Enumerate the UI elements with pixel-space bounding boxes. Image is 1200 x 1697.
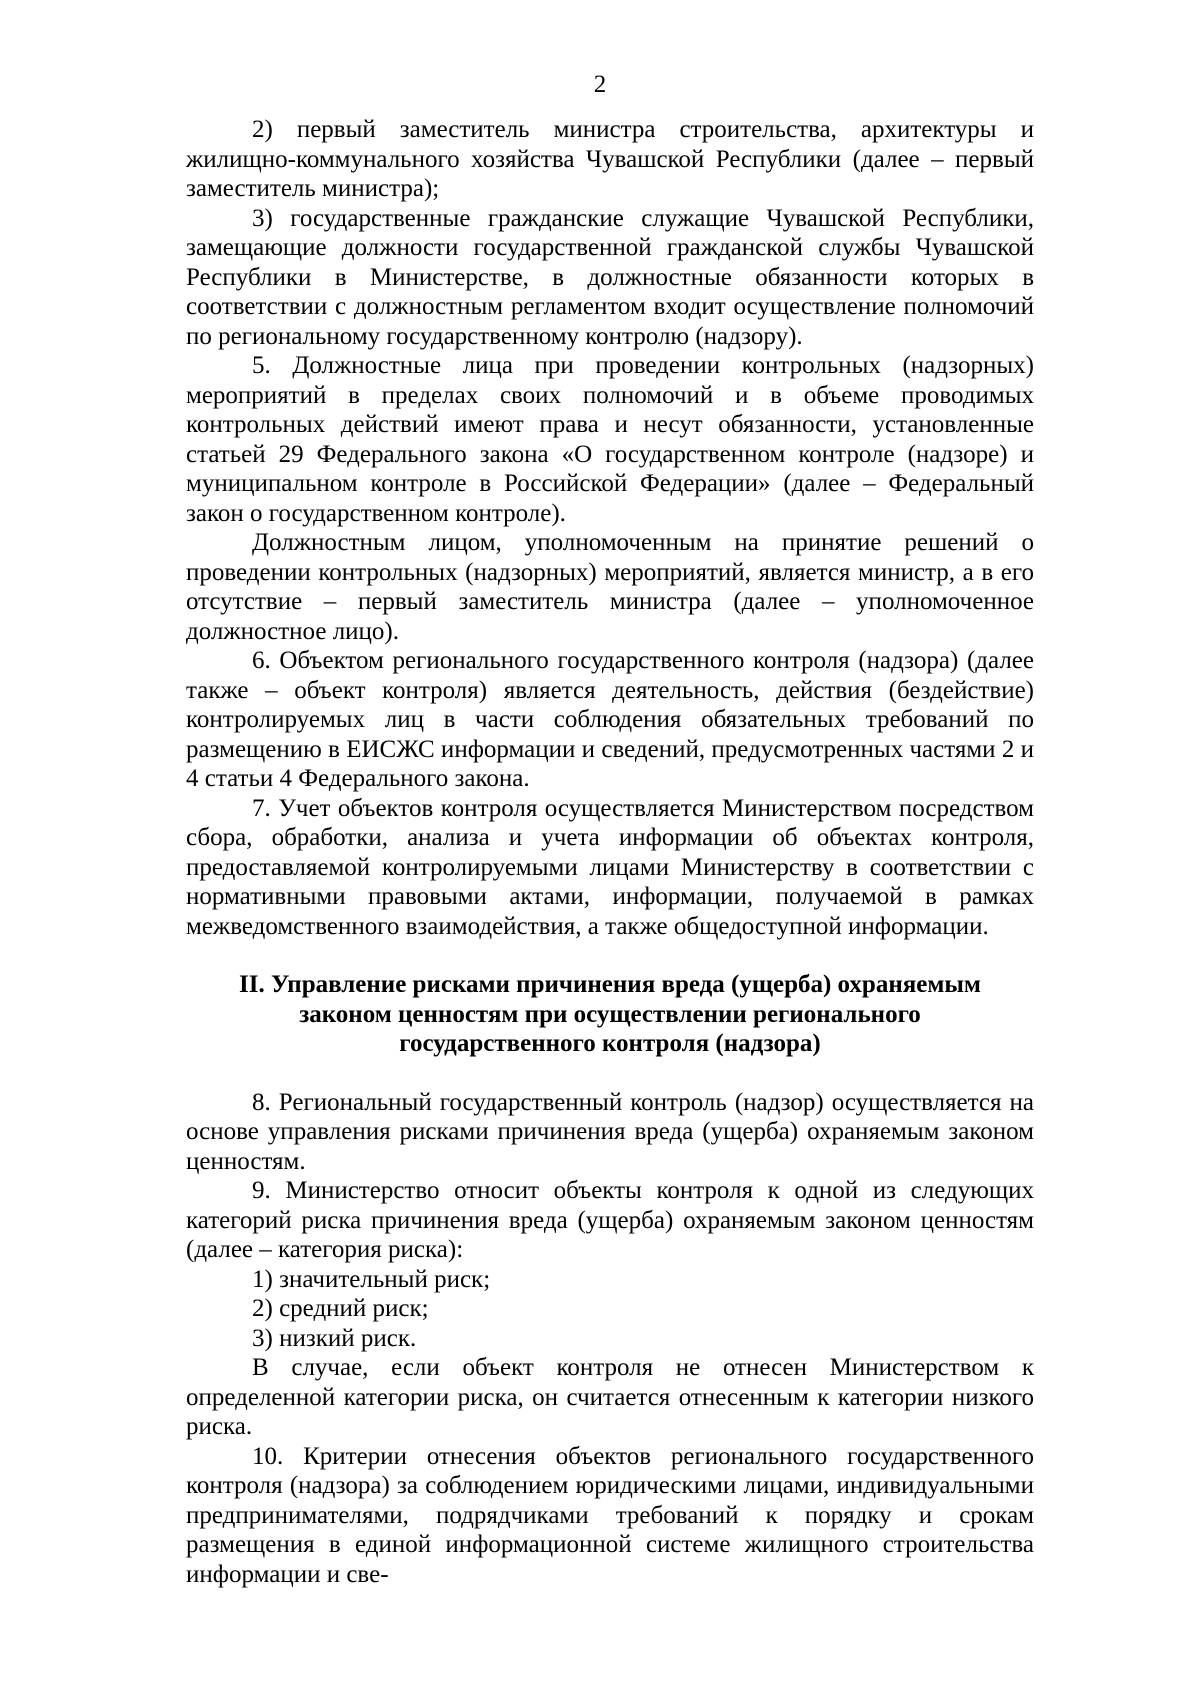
section-heading-line: законом ценностям при осуществлении регионального <box>299 1000 921 1028</box>
section-heading-ii <box>186 970 1034 1059</box>
list-item-significant-risk: 1) значительный риск; <box>252 1265 491 1293</box>
paragraph-item-3-civil-servants: 3) государственные гражданские служащие Чувашской Республики, замещающие должности государственной гражданской службы Чувашской Республики в Министерстве, в должностные обязанности которых в соответствии с должностным регламентом входит осуществление полномочий по региональному государственному контролю (надзору). <box>186 204 1034 350</box>
paragraph-9-risk-categories: 9. Министерство относит объекты контроля к одной из следующих категорий риска причинения вреда (ущерба) охраняемым законом ценностям (далее – категория риска): <box>186 1177 1034 1263</box>
document-body <box>186 115 1034 1589</box>
section-heading-line: II. Управление рисками причинения вреда (ущерба) охраняемым <box>239 971 981 998</box>
paragraph-item-2-first-deputy: 2) первый заместитель министра строительства, архитектуры и жилищно-коммунального хозяйства Чувашской Республики (далее – первый заместитель министра); <box>186 116 1034 202</box>
paragraph-7-object-accounting: 7. Учет объектов контроля осуществляется Министерством посредством сбора, обработки, анализа и учета информации об объектах контроля, предоставляемой контролируемыми лицами Министерству в соответствии с нормативными правовыми актами, информации, получаемой в рамках межведомственного взаимодействия, а также общедоступной информации. <box>186 794 1034 940</box>
list-item-low-risk: 3) низкий риск. <box>252 1324 417 1352</box>
paragraph-8-risk-management: 8. Региональный государственный контроль (надзор) осуществляется на основе управления рисками причинения вреда (ущерба) охраняемым законом ценностям. <box>186 1088 1034 1175</box>
paragraph-6-control-object: 6. Объектом регионального государственного контроля (надзора) (далее также – объект контроля) является деятельность, действия (бездействие) контролируемых лиц в части соблюдения обязательных требований по размещению в ЕИСЖС информации и сведений, предусмотренных частями 2 и 4 статьи 4 Федерального закона. <box>186 647 1034 792</box>
paragraph-5-officials-rights: 5. Должностные лица при проведении контрольных (надзорных) мероприятий в пределах своих полномочий и в объеме проводимых контрольных действий имеют права и несут обязанности, установленные статьей 29 Федерального закона «О государственном контроле (надзоре) и муниципальном контроле в Российской Федерации» (далее – Федеральный закон о государственном контроле). <box>186 352 1034 527</box>
page-number: 2 <box>593 71 607 98</box>
paragraph-default-low-risk: В случае, если объект контроля не отнесен Министерством к определенной категории риска, он считается отнесенным к категории низкого риска. <box>186 1354 1034 1440</box>
paragraph-authorized-official: Должностным лицом, уполномоченным на принятие решений о проведении контрольных (надзорных) мероприятий, является министр, а в его отсутствие – первый заместитель министра (далее – уполномоченное должностное лицо). <box>186 529 1034 645</box>
paragraph-10-criteria: 10. Критерии отнесения объектов регионального государственного контроля (надзора) за соблюдением юридическими лицами, индивидуальными предпринимателями, подрядчиками требований к порядку и срокам размещения в единой информационной системе жилищного строительства информации и све- <box>186 1442 1034 1588</box>
list-item-medium-risk: 2) средний риск; <box>252 1295 429 1322</box>
section-heading-line: государственного контроля (надзора) <box>399 1030 821 1057</box>
